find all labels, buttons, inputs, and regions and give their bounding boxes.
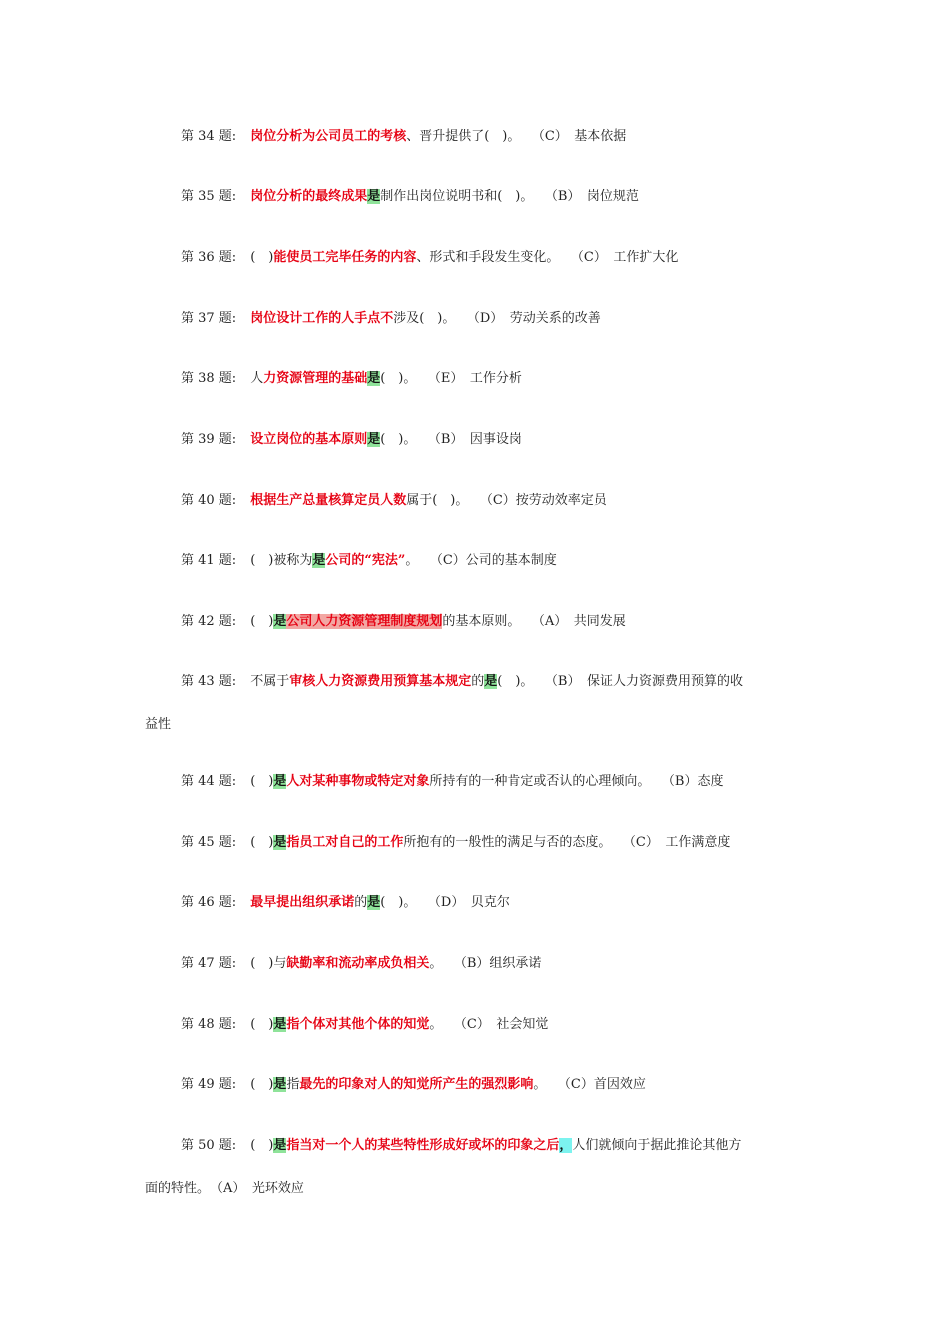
marked-text: 是 xyxy=(273,614,287,629)
text-segment: 属于( )。 xyxy=(406,493,469,508)
question-q47 xyxy=(145,955,805,973)
question-number: 第 47 题: xyxy=(181,956,237,971)
question-number: 第 42 题: xyxy=(181,614,237,629)
answer-text: （C）公司的基本制度 xyxy=(436,553,557,568)
question-line xyxy=(145,613,805,631)
question-q36 xyxy=(145,249,805,267)
highlighted-keyword: 指当对一个人的某些特性形成好或坏的印象之后 xyxy=(286,1138,560,1153)
marked-text: 是 xyxy=(273,1077,287,1092)
text-segment: ( )与 xyxy=(250,956,287,971)
text-segment: ( ) xyxy=(250,1138,274,1153)
marked-text: 是 xyxy=(273,774,287,789)
marked-text: 公司人力资源管理制度规划 xyxy=(286,614,443,629)
question-q39 xyxy=(145,431,805,449)
answer-text: （D） 劳动关系的改善 xyxy=(473,311,601,326)
text-segment: ( )。 xyxy=(380,432,417,447)
highlighted-keyword: 力资源管理的基础 xyxy=(263,371,368,386)
highlighted-keyword: 指个体对其他个体的知觉 xyxy=(286,1017,430,1032)
question-line xyxy=(145,492,805,510)
text-segment: 的基本原则。 xyxy=(442,614,521,629)
question-number: 第 34 题: xyxy=(181,129,237,144)
text-segment: ( ) xyxy=(250,250,274,265)
question-number: 第 49 题: xyxy=(181,1077,237,1092)
question-q43 xyxy=(145,673,805,732)
text-segment: ( )。 xyxy=(497,674,534,689)
question-number: 第 38 题: xyxy=(181,371,237,386)
highlighted-keyword: 岗位分析的最终成果 xyxy=(250,189,368,204)
question-continuation: 益性 xyxy=(145,717,172,732)
question-line xyxy=(145,1076,805,1094)
answer-text: （C） 工作满意度 xyxy=(629,835,731,850)
marked-text: 是 xyxy=(367,371,381,386)
question-q46 xyxy=(145,894,805,912)
question-line xyxy=(145,1016,805,1034)
answer-text: （C） 社会知觉 xyxy=(460,1017,549,1032)
question-number: 第 39 题: xyxy=(181,432,237,447)
question-q44 xyxy=(145,773,805,791)
text-segment: ( ) xyxy=(250,1077,274,1092)
highlighted-keyword: 设立岗位的基本原则 xyxy=(250,432,368,447)
highlighted-keyword: 公司的“宪法” xyxy=(325,553,406,568)
question-number: 第 40 题: xyxy=(181,493,237,508)
highlighted-keyword: 人对某种事物或特定对象 xyxy=(286,774,430,789)
question-continuation: 面的特性。 （A） 光环效应 xyxy=(145,1181,304,1196)
question-q41 xyxy=(145,552,805,570)
answer-text: （C）按劳动效率定员 xyxy=(486,493,607,508)
highlighted-keyword: 最先的印象对人的知觉所产生的强烈影响 xyxy=(299,1077,534,1092)
answer-text: （C）首因效应 xyxy=(564,1077,646,1092)
text-segment: ( ) xyxy=(250,1017,274,1032)
answer-text: （B）态度 xyxy=(668,774,724,789)
highlighted-keyword: 指员工对自己的工作 xyxy=(286,835,404,850)
question-q48 xyxy=(145,1016,805,1034)
text-segment: 、形式和手段发生变化。 xyxy=(416,250,560,265)
question-q34 xyxy=(145,128,805,146)
question-line xyxy=(145,370,805,388)
question-line xyxy=(145,673,805,691)
text-segment: ( )。 xyxy=(380,895,417,910)
question-number: 第 37 题: xyxy=(181,311,237,326)
highlighted-keyword: 岗位分析为公司员工的考核 xyxy=(250,129,407,144)
answer-text: （B） 岗位规范 xyxy=(551,189,639,204)
question-number: 第 46 题: xyxy=(181,895,237,910)
text-segment: 所持有的一种肯定或否认的心理倾向。 xyxy=(429,774,651,789)
highlighted-keyword: 审核人力资源费用预算基本规定 xyxy=(289,674,472,689)
question-q35 xyxy=(145,188,805,206)
text-segment: 。 xyxy=(533,1077,547,1092)
question-line xyxy=(145,955,805,973)
question-number: 第 43 题: xyxy=(181,674,237,689)
marked-text: 是 xyxy=(484,674,498,689)
question-q45 xyxy=(145,834,805,852)
answer-text: （B） 因事设岗 xyxy=(434,432,522,447)
marked-text: 是 xyxy=(367,895,381,910)
highlighted-keyword: 缺勤率和流动率成负相关 xyxy=(286,956,430,971)
text-segment: 的 xyxy=(471,674,485,689)
marked-text: 是 xyxy=(273,1017,287,1032)
text-segment: 人们就倾向于据此推论其他方 xyxy=(572,1138,742,1153)
question-line xyxy=(145,249,805,267)
text-segment: 。 xyxy=(405,553,419,568)
question-q49 xyxy=(145,1076,805,1094)
question-line xyxy=(145,834,805,852)
question-line xyxy=(145,188,805,206)
question-q40 xyxy=(145,492,805,510)
question-q42 xyxy=(145,613,805,631)
text-segment: 的 xyxy=(354,895,368,910)
text-segment: 人 xyxy=(250,371,264,386)
text-segment: ( ) xyxy=(250,614,274,629)
highlighted-keyword: 岗位设计工作的人手点不 xyxy=(250,311,394,326)
answer-text: （E） 工作分析 xyxy=(434,371,522,386)
question-number: 第 44 题: xyxy=(181,774,237,789)
question-line xyxy=(145,894,805,912)
text-segment: 、晋升提供了( )。 xyxy=(406,129,521,144)
text-segment: 指 xyxy=(286,1077,300,1092)
text-segment: ( ) xyxy=(250,774,274,789)
question-q38 xyxy=(145,370,805,388)
question-number: 第 50 题: xyxy=(181,1138,237,1153)
text-segment: 所抱有的一般性的满足与否的态度。 xyxy=(403,835,612,850)
question-line xyxy=(145,773,805,791)
marked-text: 是 xyxy=(273,835,287,850)
answer-text: （C） 基本依据 xyxy=(538,129,627,144)
question-line xyxy=(145,552,805,570)
answer-text: （B） 保证人力资源费用预算的收 xyxy=(551,674,743,689)
text-segment: ( )。 xyxy=(380,371,417,386)
marked-text: 是 xyxy=(367,189,381,204)
question-number: 第 36 题: xyxy=(181,250,237,265)
text-segment: ( )被称为 xyxy=(250,553,313,568)
question-number: 第 35 题: xyxy=(181,189,237,204)
question-line xyxy=(145,431,805,449)
marked-text: 是 xyxy=(312,553,326,568)
answer-text: （D） 贝克尔 xyxy=(434,895,510,910)
text-segment: 。 xyxy=(429,956,443,971)
marked-text: 是 xyxy=(367,432,381,447)
answer-text: （B）组织承诺 xyxy=(460,956,542,971)
question-number: 第 41 题: xyxy=(181,553,237,568)
question-q50 xyxy=(145,1137,805,1196)
marked-text: ， xyxy=(559,1138,573,1153)
highlighted-keyword: 能使员工完毕任务的内容 xyxy=(273,250,417,265)
text-segment: 制作出岗位说明书和( )。 xyxy=(380,189,534,204)
question-line xyxy=(145,1137,805,1155)
question-number: 第 45 题: xyxy=(181,835,237,850)
text-segment: ( ) xyxy=(250,835,274,850)
answer-text: （A） 共同发展 xyxy=(538,614,626,629)
answer-text: （C） 工作扩大化 xyxy=(577,250,679,265)
question-line xyxy=(145,128,805,146)
highlighted-keyword: 最早提出组织承诺 xyxy=(250,895,355,910)
marked-text: 是 xyxy=(273,1138,287,1153)
question-q37 xyxy=(145,310,805,328)
highlighted-keyword: 根据生产总量核算定员人数 xyxy=(250,493,407,508)
question-number: 第 48 题: xyxy=(181,1017,237,1032)
question-line xyxy=(145,310,805,328)
text-segment: 。 xyxy=(429,1017,443,1032)
text-segment: 不属于 xyxy=(250,674,290,689)
text-segment: 涉及( )。 xyxy=(393,311,456,326)
